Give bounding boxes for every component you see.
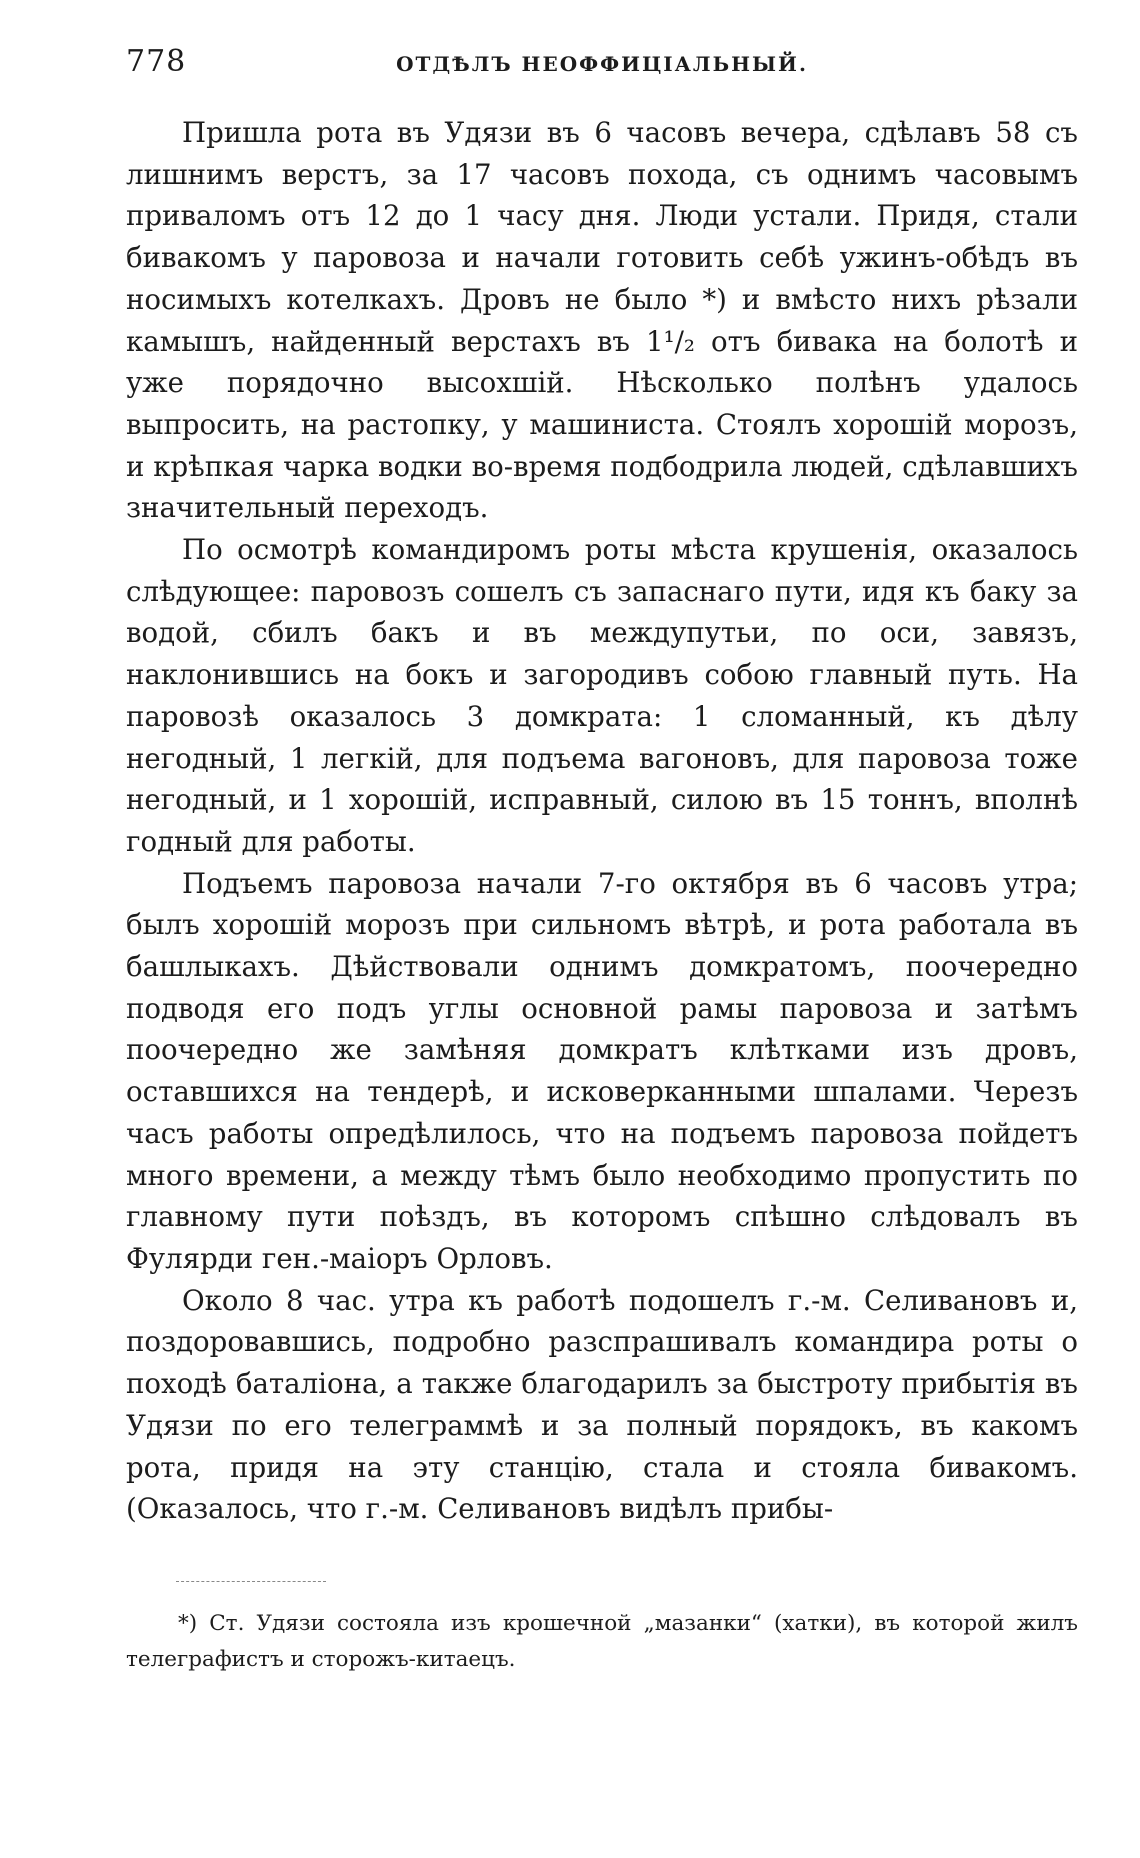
body-text bbox=[126, 112, 1078, 1530]
page-number: 778 bbox=[126, 44, 187, 79]
section-title: ОТДѢЛЪ НЕОФФИЦІАЛЬНЫЙ. bbox=[396, 52, 808, 76]
paragraph-3: Подъемъ паровоза начали 7-го октября въ 6 часовъ утра; былъ хорошій морозъ при сильномъ вѣтрѣ, и рота работала въ башлыкахъ. Дѣйствовали однимъ домкратомъ, поочередно подводя его подъ углы основной рамы паровоза и затѣмъ поочередно же замѣняя домкратъ клѣтками изъ дровъ, оставшихся на тендерѣ, и исковерканными шпалами. Черезъ часъ работы опредѣлилось, что на подъемъ паровоза пойдетъ много времени, а между тѣмъ было необходимо пропустить по главному пути поѣздъ, въ которомъ спѣшно слѣдовалъ въ Фулярди ген.-маіоръ Орловъ. bbox=[126, 866, 1078, 1275]
footnote: *) Ст. Удязи состояла изъ крошечной „мазанки“ (хатки), въ которой жилъ телеграфистъ и сторожъ-китаецъ. bbox=[126, 1611, 1078, 1672]
running-head bbox=[126, 44, 1078, 84]
paragraph-1: Пришла рота въ Удязи въ 6 часовъ вечера, сдѣлавъ 58 съ лишнимъ верстъ, за 17 часовъ похода, съ однимъ часовымъ приваломъ отъ 12 до 1 часу дня. Люди устали. Придя, стали бивакомъ у паровоза и начали готовить себѣ ужинъ-обѣдъ въ носимыхъ котелкахъ. Дровъ не было *) и вмѣсто нихъ рѣзали камышъ, найденный верстахъ въ 1¹/₂ отъ бивака на болотѣ и уже порядочно высохшій. Нѣсколько полѣнъ удалось выпросить, на растопку, у машиниста. Стоялъ хорошій морозъ, и крѣпкая чарка водки во-время подбодрила людей, сдѣлавшихъ значительный переходъ. bbox=[126, 116, 1078, 525]
footnote-divider bbox=[176, 1581, 326, 1582]
paragraph-2: По осмотрѣ командиромъ роты мѣста крушенія, оказалось слѣдующее: паровозъ сошелъ съ запаснаго пути, идя къ баку за водой, сбилъ бакъ и въ междупутьи, по оси, завязъ, наклонившись на бокъ и загородивъ собою главный путь. На паровозѣ оказалось 3 домкрата: 1 сломанный, къ дѣлу негодный, 1 легкій, для подъема вагоновъ, для паровоза тоже негодный, и 1 хорошій, исправный, силою въ 15 тоннъ, вполнѣ годный для работы. bbox=[126, 533, 1078, 858]
paragraph-4: Около 8 час. утра къ работѣ подошелъ г.-м. Селивановъ и, поздоровавшись, подробно разспрашивалъ командира роты о походѣ баталіона, а также благодарилъ за быстроту прибытія въ Удязи по его телеграммѣ и за полный порядокъ, въ какомъ рота, придя на эту станцію, стала и стояла бивакомъ. (Оказалось, что г.-м. Селивановъ видѣлъ прибы- bbox=[126, 1283, 1078, 1526]
